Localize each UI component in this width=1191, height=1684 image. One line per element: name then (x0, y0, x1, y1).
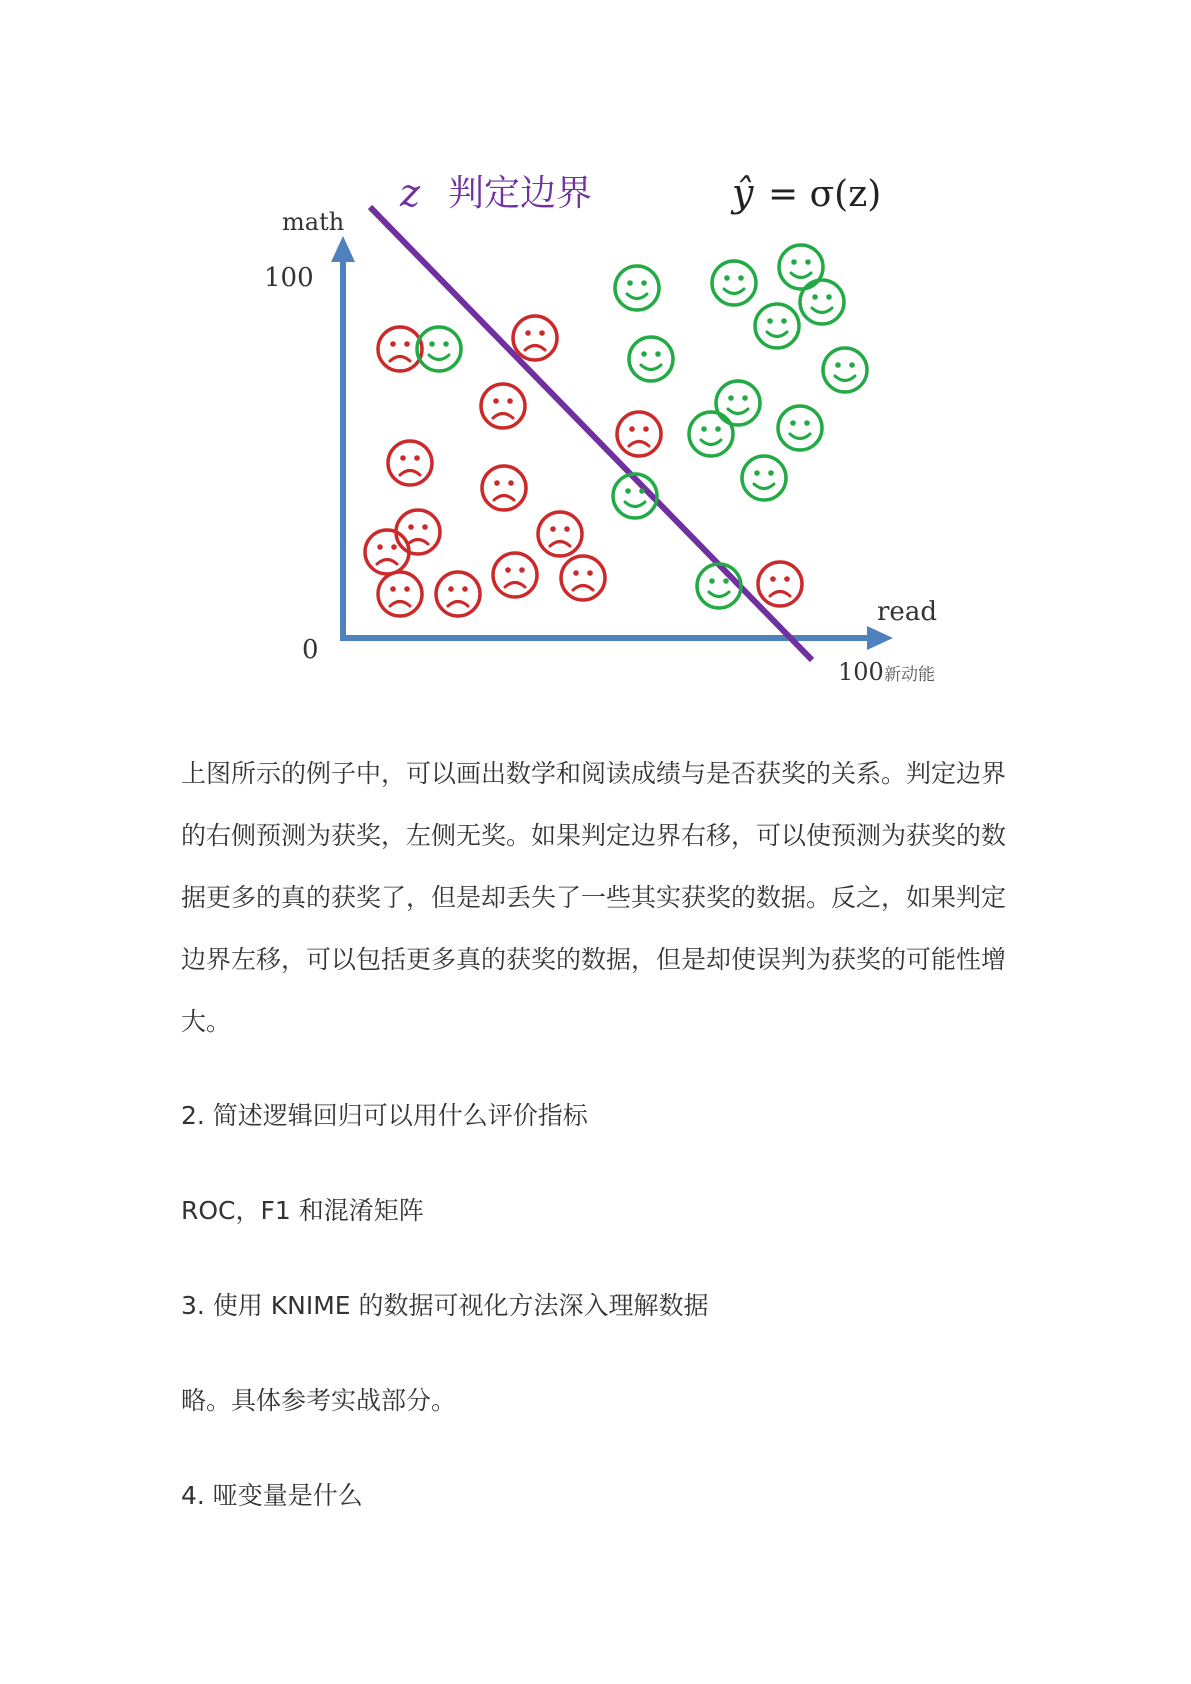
paragraph-1: 上图所示的例子中，可以画出数学和阅读成绩与是否获奖的关系。判定边界的右侧预测为获奖，左侧无奖。如果判定边界右移，可以使预测为获奖的数据更多的真的获奖了，但是却丢失了一些其实获奖的数据。反之，如果判定边界左移，可以包括更多真的获奖的数据，但是却使误判为获奖的可能性增大。 (181, 759, 1007, 1036)
frowning-face-icon (538, 512, 582, 556)
watermark: 新动能 (884, 665, 935, 685)
frowning-face-icon (378, 572, 422, 616)
smiley-face-icon (800, 280, 844, 324)
formula-sigmoid: = σ(z) (768, 174, 882, 215)
frowning-face-icon (513, 316, 557, 360)
frowning-face-icon (388, 441, 432, 485)
question-3: 3. 使用 KNIME 的数据可视化方法深入理解数据 (181, 1291, 709, 1320)
y-axis-arrow (331, 236, 355, 262)
frowning-face-icon (758, 562, 802, 606)
frowning-face-icon (482, 466, 526, 510)
frowning-face-icon (493, 553, 537, 597)
formula-yhat: ŷ (732, 171, 754, 215)
frowning-face-icon (396, 510, 440, 554)
smiley-face-icon (697, 564, 741, 608)
y-top-tick: 100 (264, 263, 314, 293)
question-2: 2. 简述逻辑回归可以用什么评价指标 (181, 1101, 588, 1130)
y-axis-label: math (282, 208, 345, 236)
smiley-face-icon (689, 412, 733, 456)
smiley-face-icon (615, 266, 659, 310)
smiley-face-icon (716, 381, 760, 425)
x-axis-arrow (867, 626, 893, 650)
frowning-face-icon (561, 556, 605, 600)
faces-group (365, 245, 867, 616)
smiley-face-icon (755, 304, 799, 348)
x-axis-label: read (877, 597, 937, 627)
boundary-variable: z (400, 171, 421, 215)
boundary-label: 判定边界 (448, 173, 593, 214)
origin-tick: 0 (302, 635, 319, 665)
decision-boundary-figure (0, 0, 1191, 700)
answer-2: ROC，F1 和混淆矩阵 (181, 1196, 424, 1225)
answer-3: 略。具体参考实战部分。 (181, 1386, 457, 1415)
frowning-face-icon (365, 530, 409, 574)
question-4: 4. 哑变量是什么 (181, 1481, 363, 1510)
frowning-face-icon (481, 384, 525, 428)
frowning-face-icon (436, 572, 480, 616)
smiley-face-icon (742, 456, 786, 500)
smiley-face-icon (629, 337, 673, 381)
frowning-face-icon (617, 412, 661, 456)
x-end-tick: 100 (838, 658, 884, 686)
smiley-face-icon (712, 261, 756, 305)
smiley-face-icon (823, 348, 867, 392)
smiley-face-icon (778, 406, 822, 450)
